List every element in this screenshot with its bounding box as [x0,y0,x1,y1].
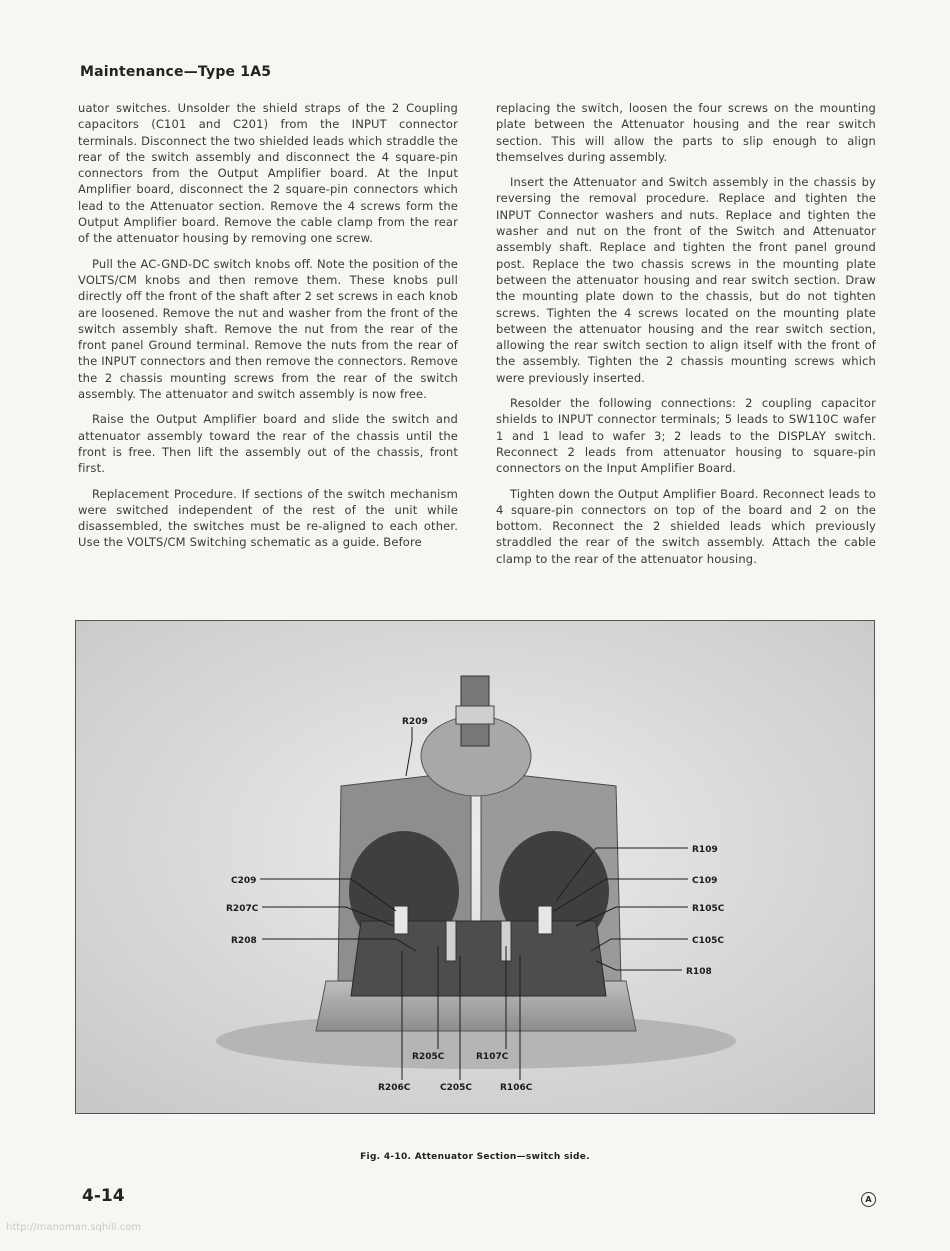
page-header: Maintenance—Type 1A5 [80,64,272,80]
right-text-column [496,100,876,576]
label-r108: R108 [686,967,712,977]
paragraph: Raise the Output Amplifier board and slide the switch and attenuator assembly toward the rear of the chassis until the front is free. Then lift the assembly out of the chassis, front first. [78,412,458,476]
label-r205c: R205C [412,1052,445,1062]
paragraph: Resolder the following connections: 2 coupling capacitor shields to INPUT connector terminals; 5 leads to SW110C wafer 1 and 1 lead to wafer 3; 2 leads to the DISPLAY switch. Reconnect 2 leads from attenuator housing to square-pin connectors on the Input Amplifier Board. [496,396,876,476]
label-r209: R209 [402,717,428,727]
component [394,906,408,934]
attenuator-illustration [76,621,875,1114]
label-r207c: R207C [226,904,259,914]
component [538,906,552,934]
paragraph: Pull the AC-GND-DC switch knobs off. Note the position of the VOLTS/CM knobs and then remove them. These knobs pull directly off the front of the shaft after 2 set screws in each knob are loosened. Remove the nut and washer from the front of the switch assembly shaft. Remove the nut from the rear of the front panel Ground terminal. Remove the nuts from the rear of the INPUT connectors and then remove the connectors. Remove the 2 chassis mounting screws from the rear of the switch assembly. The attenuator and switch assembly is now free. [78,256,458,402]
label-c205c: C205C [440,1083,472,1093]
paragraph: Insert the Attenuator and Switch assembly in the chassis by reversing the removal procedure. Replace and tighten the INPUT Connector washers and nuts. Replace and tighten the washer and nut on the front of the Switch and Attenuator assembly shaft. Replace and tighten the front panel ground post. Replace the two chassis screws in the mounting plate between the attenuator housing and rear switch section. Draw the mounting plate down to the chassis, but do not tighten screws. Tighten the 4 screws located on the mounting plate between the attenuator housing and the rear switch section, allowing the rear switch section to align itself with the front of the assembly. Tighten the 2 chassis mounting screws which were previously inserted. [496,175,876,385]
label-r105c: R105C [692,904,725,914]
source-url: http://manoman.sqhill.com [6,1222,142,1233]
label-r107c: R107C [476,1052,509,1062]
label-c105c: C105C [692,936,724,946]
label-c209: C209 [231,876,257,886]
label-r208: R208 [231,936,257,946]
paragraph: Tighten down the Output Amplifier Board. Reconnect leads to 4 square-pin connectors on top of the board and 2 on the bottom. Reconnect the 2 shielded leads which previously straddled the rear of the switch assembly. Attach the cable clamp to the rear of the attenuator housing. [496,486,876,566]
circuit-board [351,921,606,996]
paragraph: Replacement Procedure. If sections of the switch mechanism were switched independent of the rest of the unit while disassembled, the switches must be re-aligned to each other. Use the VOLTS/CM Switching schematic as a guide. Before [78,486,458,550]
left-text-column [78,100,458,560]
label-r109: R109 [692,845,718,855]
paragraph: replacing the switch, loosen the four screws on the mounting plate between the Attenuator housing and the rear switch section. This will allow the parts to slip enough to align themselves during assembly. [496,101,876,164]
component [446,921,456,961]
circled-a-mark: A [861,1192,876,1207]
figure-caption: Fig. 4-10. Attenuator Section—switch side. [360,1152,590,1162]
label-r206c: R206C [378,1083,411,1093]
attenuator-photo [75,620,875,1114]
label-r106c: R106C [500,1083,533,1093]
label-c109: C109 [692,876,718,886]
paragraph: uator switches. Unsolder the shield straps of the 2 Coupling capacitors (C101 and C201) from the INPUT connector terminals. Disconnect the two shielded leads which straddle the rear of the switch assembly and disconnect the 4 square-pin connectors from the Output Amplifier board. At the Input Amplifier board, disconnect the 2 square-pin connectors which lead to the Attenuator section. Remove the 4 screws form the Output Amplifier board. Remove the cable clamp from the rear of the attenuator housing by removing one screw. [78,101,458,246]
page-number: 4-14 [82,1186,125,1206]
shaft-nut [456,706,494,724]
